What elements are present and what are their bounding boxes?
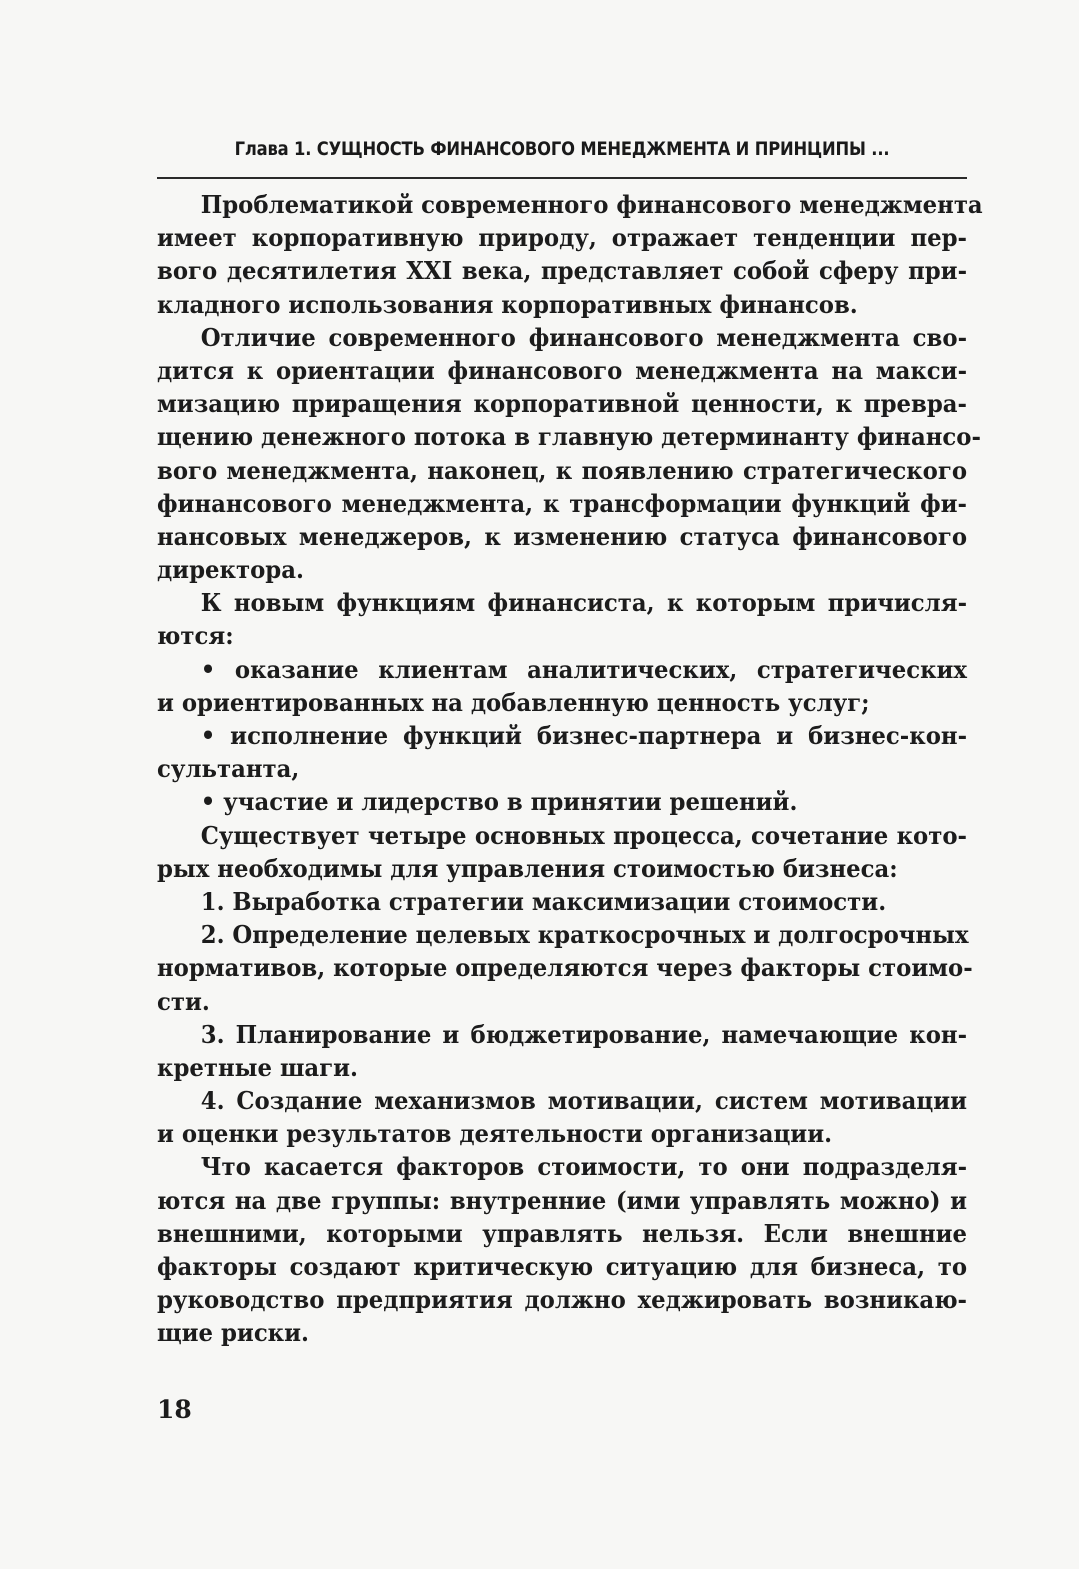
body-text (157, 188, 983, 1350)
numbered-item (157, 885, 967, 918)
text-line: • оказание клиентам аналитических, стратегических (200, 654, 968, 684)
text-line: кладного использования корпоративных финансов. (157, 289, 858, 319)
text-line: 4. Создание механизмов мотивации, систем мотивации (200, 1086, 968, 1116)
text-line: 1. Выработка стратегии максимизации стоимости. (200, 886, 887, 916)
text-line: факторы создают критическую ситуацию для бизнеса, то (157, 1252, 968, 1281)
bullet-item (157, 719, 967, 785)
text-line: щению денежного потока в главную детерминанту финансо- (157, 422, 981, 452)
text-line: 2. Определение целевых краткосрочных и долгосрочных (200, 920, 969, 950)
text-line: нансовых менеджеров, к изменению статуса финансового (157, 521, 968, 551)
text-line: Проблематикой современного финансового менеджмента (200, 190, 983, 219)
text-line: руководство предприятия должно хеджировать возникаю- (157, 1285, 968, 1315)
text-line: нормативов, которые определяются через факторы стоимо- (157, 953, 973, 983)
numbered-item (157, 1018, 967, 1084)
text-line: и оценки результатов деятельности организации. (157, 1119, 833, 1149)
text-line: директора. (157, 555, 304, 585)
text-line: финансового менеджмента, к трансформации функций фи- (157, 488, 968, 518)
bullet-item (157, 653, 967, 719)
paragraph (157, 586, 967, 652)
text-line: Существует четыре основных процесса, сочетание кото- (200, 820, 968, 850)
running-header: Глава 1. СУЩНОСТЬ ФИНАНСОВОГО МЕНЕДЖМЕНТА И ПРИНЦИПЫ ... (234, 138, 890, 160)
text-line: дится к ориентации финансового менеджмента на макси- (157, 355, 968, 385)
bullet-item (157, 785, 967, 818)
text-line: имеет корпоративную природу, отражает тенденции пер- (157, 223, 968, 253)
text-line: сти. (157, 986, 210, 1016)
text-line: вого десятилетия XXI века, представляет собой сферу при- (157, 256, 968, 286)
text-line: • участие и лидерство в принятии решений. (200, 787, 798, 817)
text-line: Что касается факторов стоимости, то они подразделя- (200, 1152, 968, 1182)
header-rule (157, 177, 967, 179)
paragraph (157, 188, 983, 321)
text-line: внешними, которыми управлять нельзя. Если внешние (157, 1218, 968, 1248)
text-line: • исполнение функций бизнес-партнера и бизнес-кон- (200, 721, 968, 750)
page-number: 18 (157, 1395, 192, 1424)
text-line: рых необходимы для управления стоимостью бизнеса: (157, 853, 898, 883)
text-line: и ориентированных на добавленную ценность услуг; (157, 687, 870, 717)
paragraph (157, 819, 967, 885)
text-line: 3. Планирование и бюджетирование, намечающие кон- (200, 1019, 968, 1049)
text-line: сультанта, (157, 754, 300, 784)
text-line: К новым функциям финансиста, к которым причисля- (200, 588, 968, 618)
numbered-item (157, 1084, 967, 1150)
paragraph (157, 321, 981, 587)
text-line: щие риски. (157, 1318, 309, 1348)
text-line: мизацию приращения корпоративной ценности, к превра- (157, 389, 968, 419)
text-line: кретные шаги. (157, 1052, 358, 1082)
text-line: Отличие современного финансового менеджмента сво- (200, 322, 968, 352)
text-line: вого менеджмента, наконец, к появлению стратегического (157, 455, 968, 485)
numbered-item (157, 918, 973, 1018)
text-line: ются на две группы: внутренние (ими управлять можно) и (157, 1185, 968, 1215)
text-line: ются: (157, 621, 234, 651)
paragraph (157, 1150, 967, 1349)
